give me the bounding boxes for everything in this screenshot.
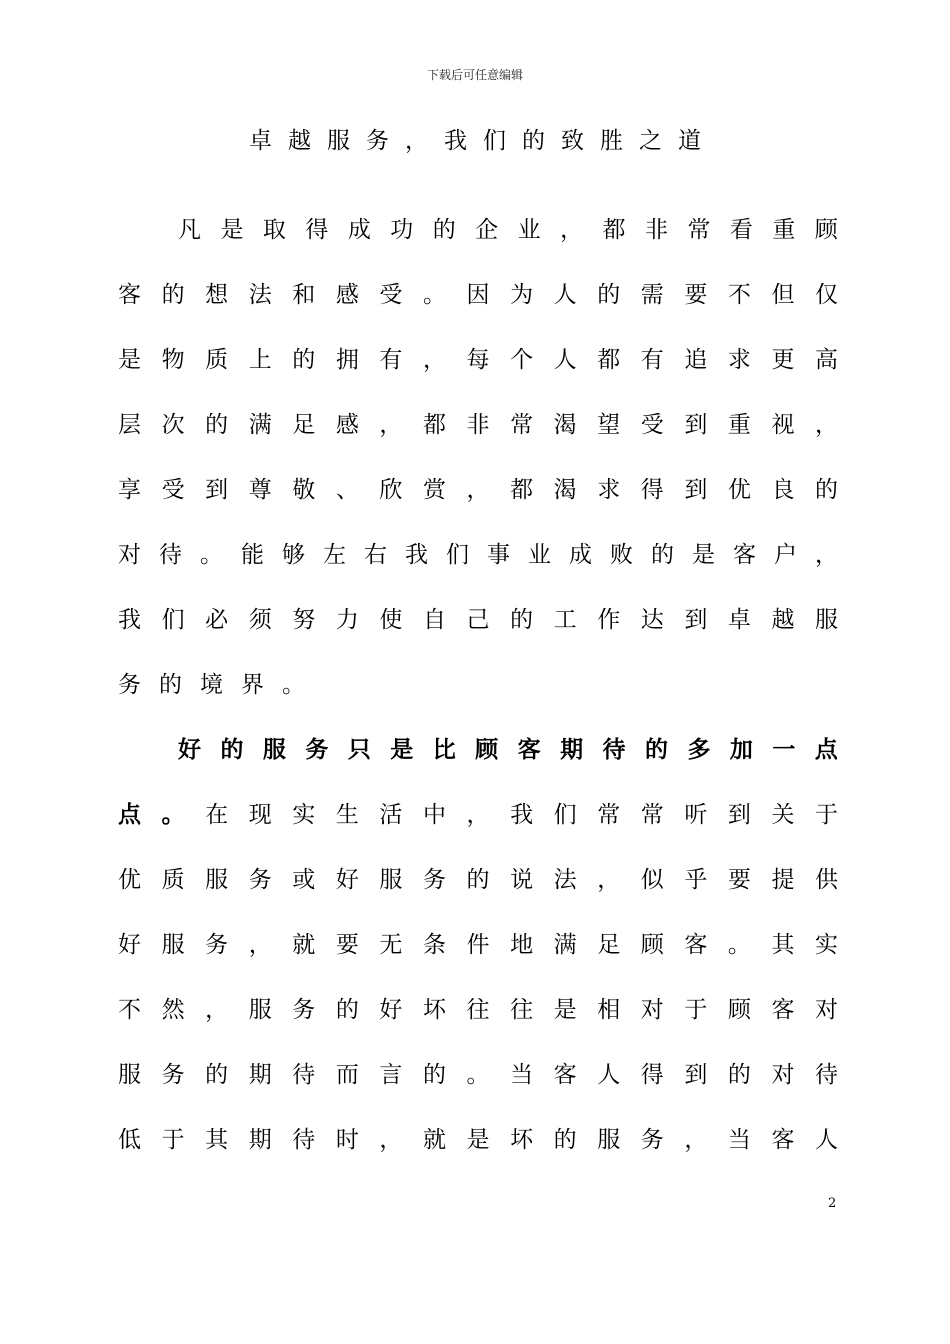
text-line: 客 的 想 法 和 感 受 。 因 为 人 的 需 要 不 但 仅 (118, 282, 838, 308)
text-line: 对 待 。 能 够 左 右 我 们 事 业 成 败 的 是 客 户 ， (118, 542, 838, 568)
text-line: 务 的 境 界 。 (118, 672, 305, 698)
header-note: 下载后可任意编辑 (426, 68, 523, 82)
text-line: 享 受 到 尊 敬 、 欣 赏 ， 都 渴 求 得 到 优 良 的 (118, 477, 838, 503)
text-line: 低 于 其 期 待 时 ， 就 是 坏 的 服 务 ， 当 客 人 (118, 1127, 838, 1153)
text-line: 我 们 必 须 努 力 使 自 己 的 工 作 达 到 卓 越 服 (118, 607, 838, 633)
text-line: 是 物 质 上 的 拥 有 ， 每 个 人 都 有 追 求 更 高 (118, 347, 838, 373)
document-title: 卓越服务，我们的致胜之道 (249, 128, 717, 154)
text-line: 凡 是 取 得 成 功 的 企 业 ， 都 非 常 看 重 顾 (178, 217, 838, 243)
text-line: 服 务 的 期 待 而 言 的 。 当 客 人 得 到 的 对 待 (118, 1062, 838, 1088)
text-line: 层 次 的 满 足 感 ， 都 非 常 渴 望 受 到 重 视 ， (118, 412, 838, 438)
text-line: 不 然 ， 服 务 的 好 坏 往 往 是 相 对 于 顾 客 对 (118, 997, 838, 1023)
text-line: 好 服 务 ， 就 要 无 条 件 地 满 足 顾 客 。 其 实 (118, 932, 838, 958)
page-number: 2 (828, 1196, 837, 1211)
text-line: 好 的 服 务 只 是 比 顾 客 期 待 的 多 加 一 点 (178, 737, 838, 763)
text-line: 优 质 服 务 或 好 服 务 的 说 法 ， 似 乎 要 提 供 (118, 867, 838, 893)
text-line: 点 。 在 现 实 生 活 中 ， 我 们 常 常 听 到 关 于 (118, 802, 838, 828)
